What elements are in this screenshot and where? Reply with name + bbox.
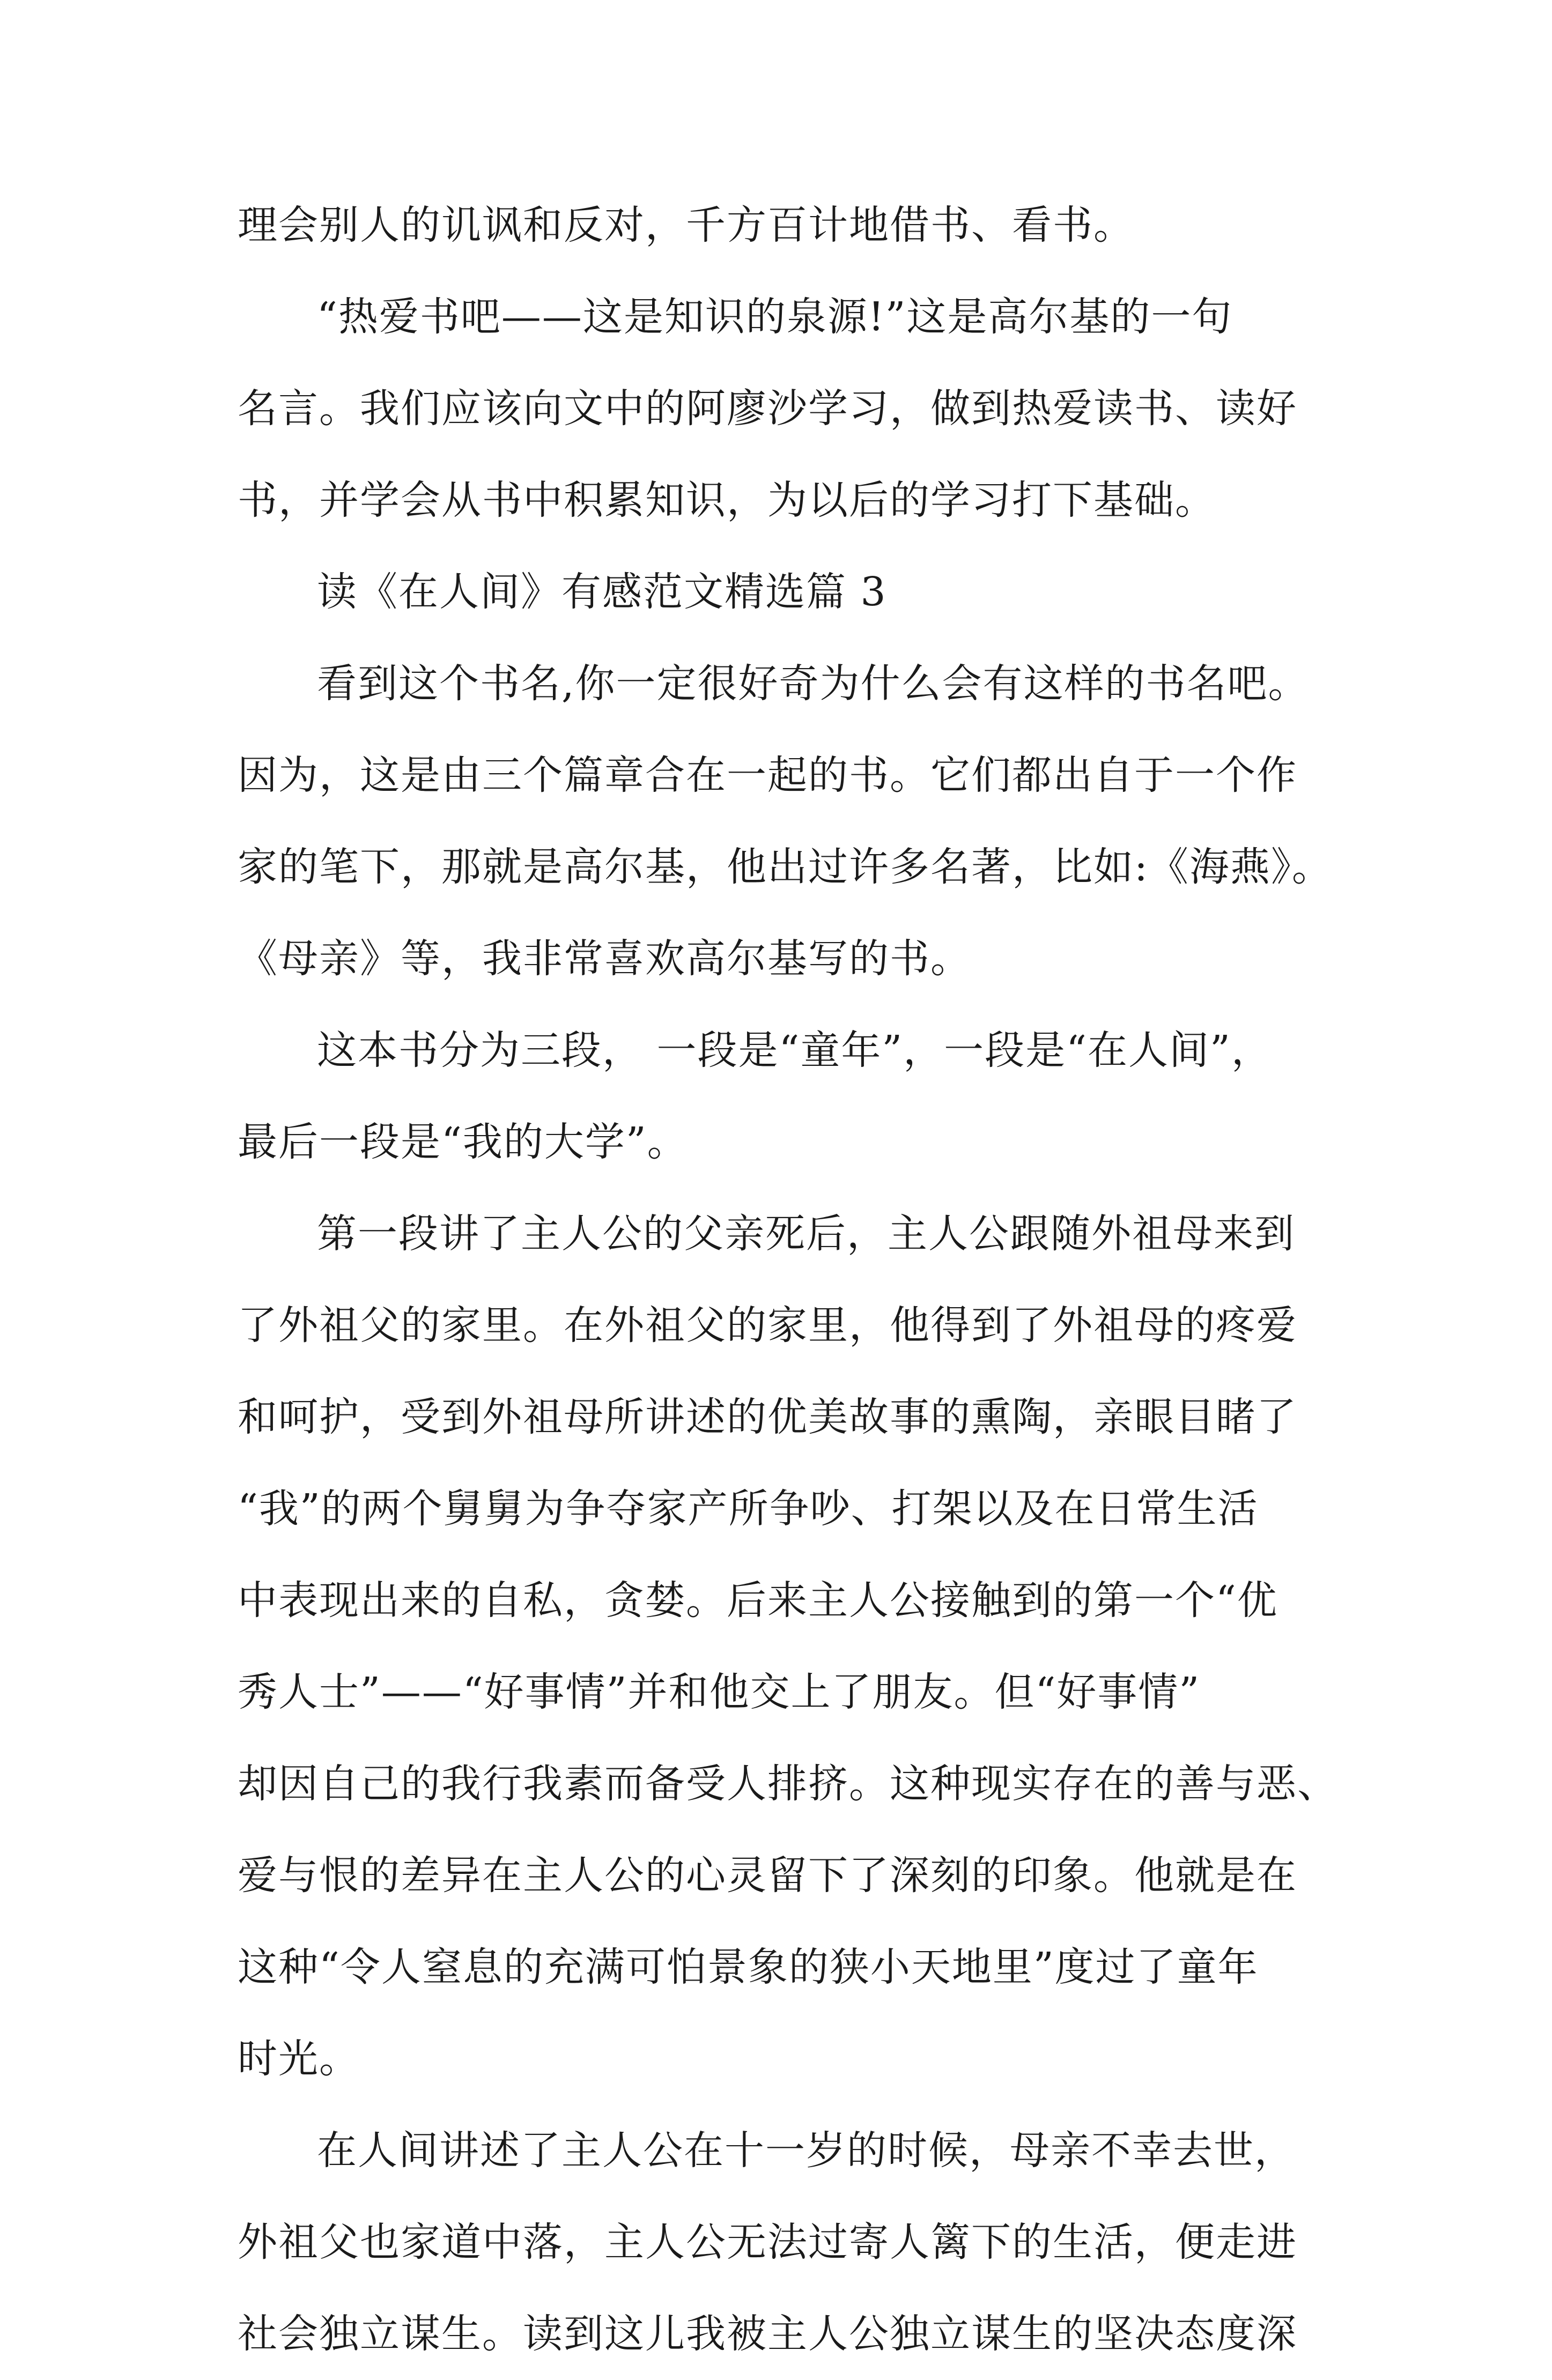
section-heading: 读《在人间》有感范文精选篇 3 bbox=[317, 569, 887, 615]
text-line: 第一段讲了主人公的父亲死后，主人公跟随外祖母来到 bbox=[317, 1211, 1295, 1257]
text-line: 社会独立谋生。读到这儿我被主人公独立谋生的坚决态度深 bbox=[238, 2311, 1297, 2357]
text-line: 了外祖父的家里。在外祖父的家里，他得到了外祖母的疼爱 bbox=[238, 1302, 1297, 1348]
text-line: 理会别人的讥讽和反对，千方百计地借书、看书。 bbox=[238, 202, 1134, 248]
text-line: 在人间讲述了主人公在十一岁的时候，母亲不幸去世， bbox=[317, 2127, 1295, 2174]
text-line: “热爱书吧——这是知识的泉源!”这是高尔基的一句 bbox=[317, 294, 1233, 340]
text-line: 家的笔下，那就是高尔基，他出过许多名著，比如:《海燕》。 bbox=[238, 844, 1333, 890]
text-line: 名言。我们应该向文中的阿廖沙学习，做到热爱读书、读好 bbox=[238, 385, 1297, 432]
text-line: 中表现出来的自私，贪婪。后来主人公接触到的第一个“优 bbox=[238, 1577, 1278, 1623]
text-line: 最后一段是“我的大学”。 bbox=[238, 1119, 688, 1165]
body-text bbox=[238, 180, 1353, 2380]
text-line: 《母亲》等，我非常喜欢高尔基写的书。 bbox=[238, 936, 971, 982]
text-line: 这种“令人窒息的充满可怕景象的狭小天地里”度过了童年 bbox=[238, 1944, 1259, 1990]
text-line: 这本书分为三段， 一段是“童年”，一段是“在人间”， bbox=[317, 1027, 1272, 1073]
text-line: 秀人士”——“好事情”并和他交上了朋友。但“好事情” bbox=[238, 1669, 1201, 1715]
text-line: 因为，这是由三个篇章合在一起的书。它们都出自于一个作 bbox=[238, 752, 1297, 798]
text-line: “我”的两个舅舅为争夺家产所争吵、打架以及在日常生活 bbox=[238, 1486, 1259, 1532]
text-line: 和呵护，受到外祖母所讲述的优美故事的熏陶，亲眼目睹了 bbox=[238, 1394, 1297, 1440]
text-line: 看到这个书名,你一定很好奇为什么会有这样的书名吧。 bbox=[317, 661, 1309, 707]
text-line: 爱与恨的差异在主人公的心灵留下了深刻的印象。他就是在 bbox=[238, 1852, 1297, 1899]
text-line: 外祖父也家道中落，主人公无法过寄人篱下的生活，便走进 bbox=[238, 2219, 1297, 2265]
text-line: 书，并学会从书中积累知识，为以后的学习打下基础。 bbox=[238, 477, 1216, 523]
text-line: 却因自己的我行我素而备受人排挤。这种现实存在的善与恶、 bbox=[238, 1761, 1338, 1807]
text-line: 时光。 bbox=[238, 2036, 360, 2082]
